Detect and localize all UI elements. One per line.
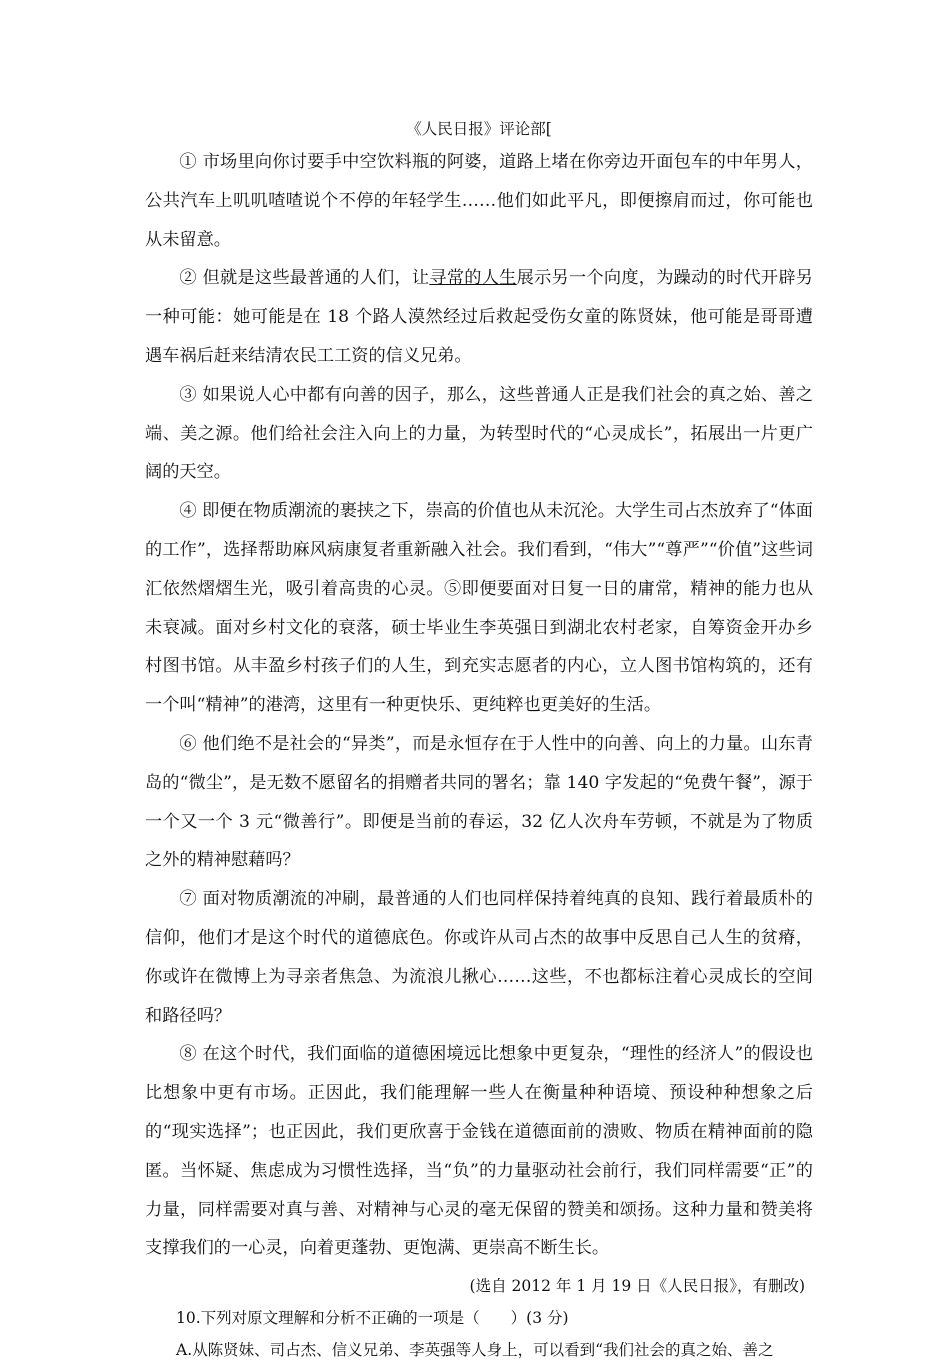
paragraph-4: ④ 即便在物质潮流的裹挟之下，崇高的价值也从未沉沦。大学生司占杰放弃了“体面的工作”，选择帮助麻风病康复者重新融入社会。我们看到，“伟大”“尊严”“价值”这些词汇依然熠熠生光，吸引着高贵的心灵。⑤即便要面对日复一日的庸常，精神的能力也从未衰减。面对乡村文化的衰落，硕士毕业生李英强日到湖北农村老家，自筹资金开办乡村图书馆。从丰盈乡村孩子们的人生，到充实志愿者的内心，立人图书馆构筑的，还有一个叫“精神”的港湾，这里有一种更快乐、更纯粹也更美好的生活。 xyxy=(145,501,813,716)
underlined-phrase: 寻常的人生 xyxy=(429,268,517,289)
document-page xyxy=(145,117,813,1366)
article-source: (选自 2012 年 1 月 19 日《人民日报》，有删改) xyxy=(469,1277,805,1296)
paragraph-3: ③ 如果说人心中都有向善的因子，那么，这些普通人正是我们社会的真之始、善之端、美之源。他们给社会注入向上的力量，为转型时代的“心灵成长”，拓展出一片更广阔的天空。 xyxy=(145,384,813,483)
paragraph-2-before: ② 但就是这些最普通的人们，让 xyxy=(179,268,430,289)
paragraph-7: ⑦ 面对物质潮流的冲刷，最普通的人们也同样保持着纯真的良知、践行着最质朴的信仰，他们才是这个时代的道德底色。你或许从司占杰的故事中反思自己人生的贫瘠，你或许在微博上为寻亲者焦急、为流浪儿揪心……这些，不也都标注着心灵成长的空间和路径吗？ xyxy=(145,889,813,1026)
question-option-a: A.从陈贤妹、司占杰、信义兄弟、李英强等人身上，可以看到“我们社会的真之始、善之 xyxy=(176,1341,774,1360)
paragraph-8: ⑧ 在这个时代，我们面临的道德困境远比想象中更复杂，“理性的经济人”的假设也比想象中更有市场。正因此，我们能理解一些人在衡量种种语境、预设种种想象之后的“现实选择”；也正因此，我们更欣喜于金钱在道德面前的溃败、物质在精神面前的隐匿。当怀疑、焦虑成为习惯性选择，当“负”的力量驱动社会前行，我们同样需要“正”的力量，同样需要对真与善、对精神与心灵的毫无保留的赞美和颂扬。这种力量和赞美将支撑我们的一心灵，向着更蓬勃、更饱满、更崇高不断生长。 xyxy=(145,1044,813,1259)
paragraph-6: ⑥ 他们绝不是社会的“异类”，而是永恒存在于人性中的向善、向上的力量。山东青岛的“微尘”，是无数不愿留名的捐赠者共同的署名；靠 140 字发起的“免费午餐”，源于一个又一个 3 元“微善行”。即便是当前的春运，32 亿人次舟车劳顿，不就是为了物质之外的精神慰藉吗？ xyxy=(145,733,813,871)
paragraph-2 xyxy=(145,259,813,375)
question-stem: 10.下列对原文理解和分析不正确的一项是（ ）(3 分) xyxy=(176,1309,569,1328)
paragraph-1: ① 市场里向你讨要手中空饮料瓶的阿婆，道路上堵在你旁边开面包车的中年男人，公共汽车上叽叽喳喳说个不停的年轻学生……他们如此平凡，即便擦肩而过，你可能也从未留意。 xyxy=(145,152,813,250)
paragraph-2-after: 展示另一个向度，为躁动的时代开辟另一种可能：她可能是在 18 个路人漠然经过后救起受伤女童的陈贤妹，他可能是哥哥遭遇车祸后赶来结清农民工工资的信义兄弟。 xyxy=(145,268,813,366)
article-title: 《人民日报》评论部[ xyxy=(406,120,552,138)
